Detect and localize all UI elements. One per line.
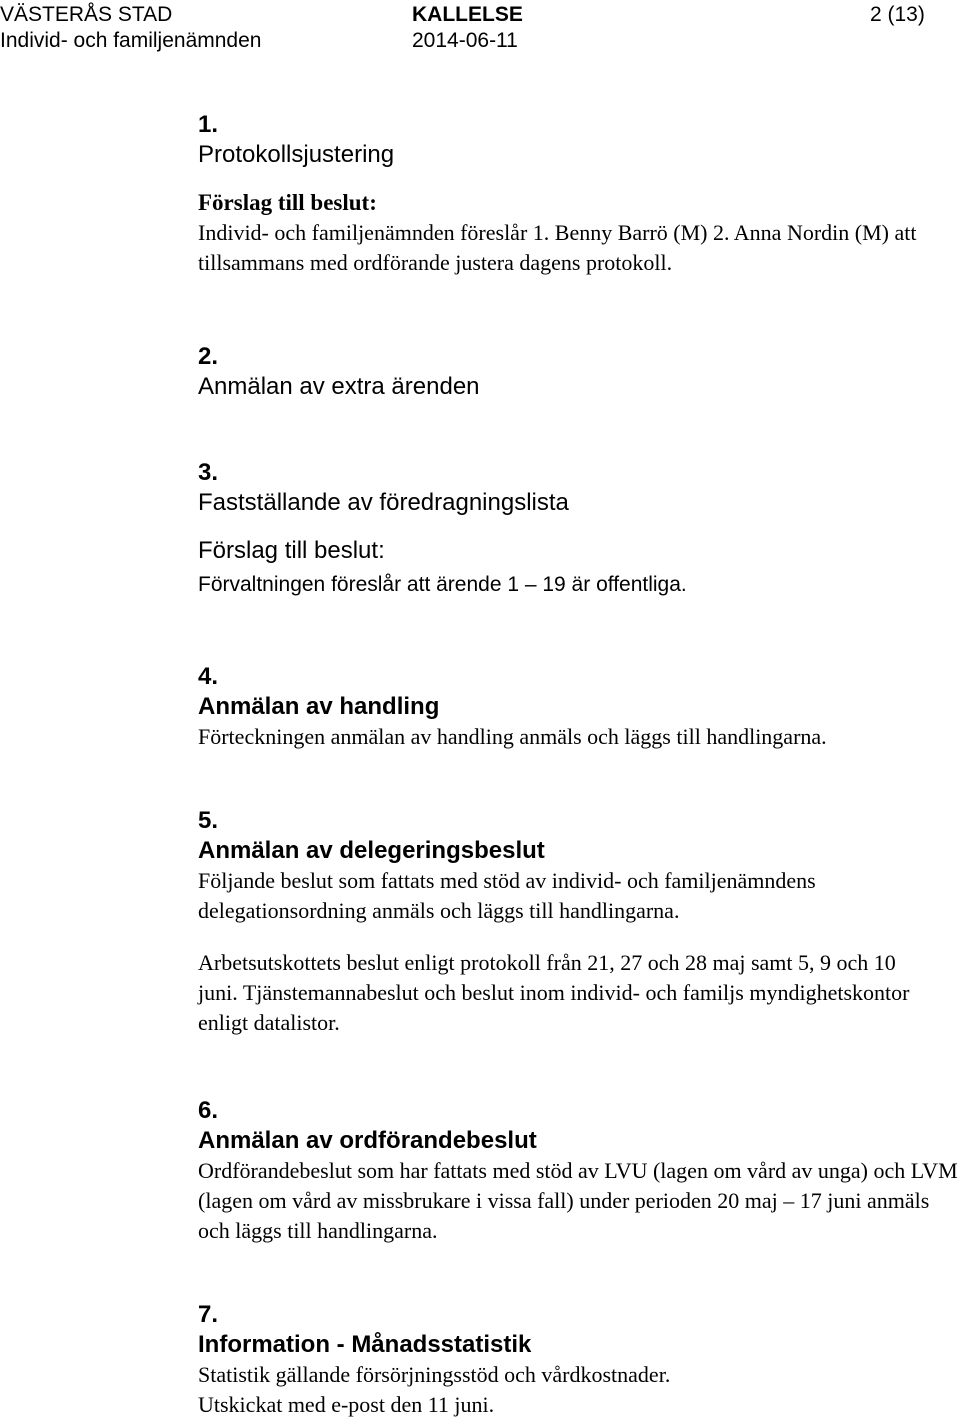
- committee-name: Individ- och familjenämnden: [0, 29, 262, 52]
- org-name: VÄSTERÅS STAD: [0, 3, 173, 26]
- item-title: Protokollsjustering: [198, 141, 395, 168]
- item-title: Anmälan av handling: [198, 693, 440, 720]
- item-number: 2.: [198, 343, 219, 370]
- item-number: 1.: [198, 111, 219, 138]
- item-number: 5.: [198, 807, 219, 834]
- agenda-item-2: [198, 342, 938, 402]
- meeting-date: 2014-06-11: [412, 29, 518, 52]
- item-text: Statistik gällande försörjningsstöd och vårdkostnader.: [198, 1362, 671, 1387]
- item-text: Förvaltningen föreslår att ärende 1 – 19 är offentliga.: [198, 573, 687, 596]
- agenda-item-3: [198, 458, 938, 600]
- item-text: Ordförandebeslut som har fattats med stöd av LVU (lagen om vård av unga) och LVM (lagen om vård av missbrukare i vissa fall) under perioden 20 maj – 17 juni anmäls och läggs till handlingarna.: [198, 1158, 958, 1243]
- item-text: Utskickat med e-post den 11 juni.: [198, 1392, 495, 1417]
- agenda-item-1: [198, 110, 938, 278]
- item-title: Anmälan av delegeringsbeslut: [198, 837, 545, 864]
- proposal-label: Förslag till beslut:: [198, 190, 377, 215]
- item-number: 4.: [198, 663, 219, 690]
- agenda-item-6: [198, 1096, 958, 1246]
- proposal-label: Förslag till beslut:: [198, 537, 385, 564]
- item-title: Fastställande av föredragningslista: [198, 489, 569, 516]
- item-title: Anmälan av ordförandebeslut: [198, 1127, 537, 1154]
- item-number: 7.: [198, 1301, 219, 1328]
- agenda-item-7: [198, 1300, 938, 1420]
- item-title: Anmälan av extra ärenden: [198, 373, 480, 400]
- item-number: 6.: [198, 1097, 219, 1124]
- item-text: Individ- och familjenämnden föreslår 1. Benny Barrö (M) 2. Anna Nordin (M) att tillsammans med ordförande justera dagens protokoll.: [198, 220, 917, 275]
- item-number: 3.: [198, 459, 219, 486]
- agenda-item-5: [198, 806, 938, 1038]
- item-text: Följande beslut som fattats med stöd av individ- och familjenämndens delegationsordning anmäls och läggs till handlingarna.: [198, 868, 816, 923]
- page-number: 2 (13): [870, 3, 925, 26]
- item-text: Förteckningen anmälan av handling anmäls och läggs till handlingarna.: [198, 724, 827, 749]
- agenda-item-4: [198, 662, 938, 752]
- doc-type: KALLELSE: [412, 3, 523, 26]
- item-text: Arbetsutskottets beslut enligt protokoll från 21, 27 och 28 maj samt 5, 9 och 10 juni. Tjänstemannabeslut och beslut inom individ- och familjs myndighetskontor enligt datalistor.: [198, 950, 910, 1035]
- item-title: Information - Månadsstatistik: [198, 1331, 532, 1358]
